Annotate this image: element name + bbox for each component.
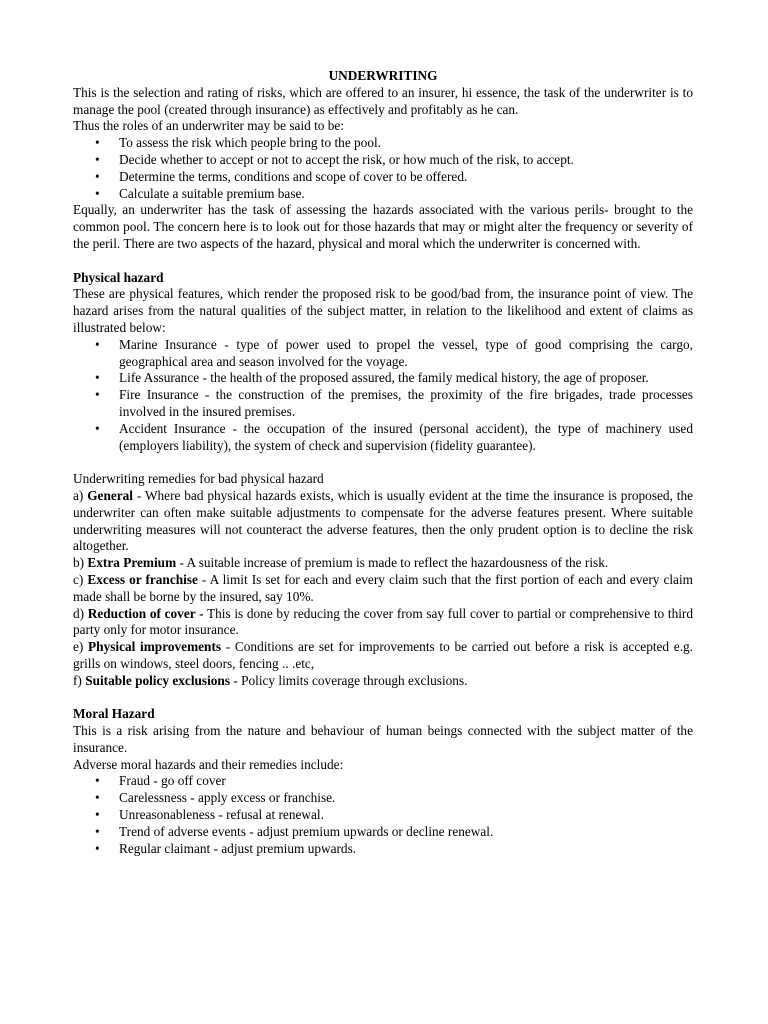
list-item: • Decide whether to accept or not to accept the risk, or how much of the risk, to accept. [95, 151, 574, 167]
bullet-icon: • [95, 840, 100, 856]
list-item: • Carelessness - apply excess or franchise. [95, 790, 336, 806]
list-item: • Trend of adverse events - adjust premium upwards or decline renewal. [95, 823, 494, 839]
bullet-icon: • [95, 790, 100, 806]
physical-examples-list [73, 337, 693, 455]
document-title: UNDERWRITING [328, 68, 438, 83]
remedies-heading: Underwriting remedies for bad physical hazard [73, 471, 324, 487]
bullet-icon: • [95, 807, 100, 823]
remedy-item: b) Extra Premium - A suitable increase of premium is made to reflect the hazardousness of the risk. [73, 555, 609, 571]
bullet-icon: • [95, 370, 100, 386]
list-item: • Unreasonableness - refusal at renewal. [95, 807, 324, 823]
remedy-item: c) Excess or franchise - A limit Is set for each and every claim such that the first portion of each and every claim made shall be borne by the insured, say 10%. [73, 571, 693, 604]
list-item: • Accident Insurance - the occupation of the insured (personal accident), the type of machinery used (employers liability), the system of check and supervision (fidelity guarantee). [95, 420, 693, 453]
list-item: • Life Assurance - the health of the proposed assured, the family medical history, the age of proposer. [95, 370, 649, 386]
list-item: • Fraud - go off cover [95, 773, 226, 789]
moral-remedies-intro: Adverse moral hazards and their remedies include: [73, 756, 344, 772]
list-item: • Calculate a suitable premium base. [95, 185, 305, 201]
document-page [73, 68, 693, 857]
intro-paragraph: This is the selection and rating of risks, which are offered to an insurer, hi essence, the task of the underwriter is to manage the pool (created through insurance) as effectively and profitably as he can. [73, 84, 693, 117]
bullet-icon: • [95, 773, 100, 789]
remedy-item: a) General - Where bad physical hazards exists, which is usually evident at the time the insurance is proposed, the underwriter can often make suitable adjustments to compensate for the adverse features present. Where suitable underwriting measures will not counteract the adverse features, then the only prudent option is to decline the risk altogether. [73, 487, 693, 554]
bullet-icon: • [95, 336, 100, 352]
bullet-icon: • [95, 168, 100, 184]
remedy-item: f) Suitable policy exclusions - Policy limits coverage through exclusions. [73, 672, 468, 688]
roles-intro: Thus the roles of an underwriter may be said to be: [73, 118, 345, 134]
hazards-paragraph: Equally, an underwriter has the task of assessing the hazards associated with the various perils- brought to the common pool. The concern here is to look out for those hazards that may or might alter the frequency or severity of the peril. There are two aspects of the hazard, physical and moral which the underwriter is concerned with. [73, 202, 693, 251]
bullet-icon: • [95, 151, 100, 167]
remedy-item: d) Reduction of cover - This is done by reducing the cover from say full cover to partial or comprehensive to third party only for motor insurance. [73, 605, 693, 638]
bullet-icon: • [95, 420, 100, 436]
list-item: • Fire Insurance - the construction of the premises, the proximity of the fire brigades, trade processes involved in the insured premises. [95, 387, 693, 419]
list-item: • Regular claimant - adjust premium upwards. [95, 840, 357, 856]
physical-hazard-paragraph: These are physical features, which render the proposed risk to be good/bad from, the insurance point of view. The hazard arises from the natural qualities of the subject matter, in relation to the likelihood and extent of claims as illustrated below: [73, 286, 693, 335]
roles-list [73, 135, 693, 202]
bullet-icon: • [95, 185, 100, 201]
moral-hazard-heading: Moral Hazard [73, 706, 155, 722]
moral-remedies-list [73, 773, 693, 857]
bullet-icon: • [95, 135, 100, 151]
list-item: • Determine the terms, conditions and scope of cover to be offered. [95, 168, 468, 184]
bullet-icon: • [95, 823, 100, 839]
remedy-item: e) Physical improvements - Conditions are set for improvements to be carried out before a risk is accepted e.g. grills on windows, steel doors, fencing .. .etc, [73, 639, 693, 671]
physical-hazard-heading: Physical hazard [73, 269, 164, 285]
list-item: • To assess the risk which people bring to the pool. [95, 135, 382, 151]
moral-hazard-paragraph: This is a risk arising from the nature and behaviour of human beings connected with the subject matter of the insurance. [73, 723, 693, 755]
bullet-icon: • [95, 387, 100, 403]
list-item: • Marine Insurance - type of power used to propel the vessel, type of good comprising the cargo, geographical area and season involved for the voyage. [95, 336, 693, 369]
